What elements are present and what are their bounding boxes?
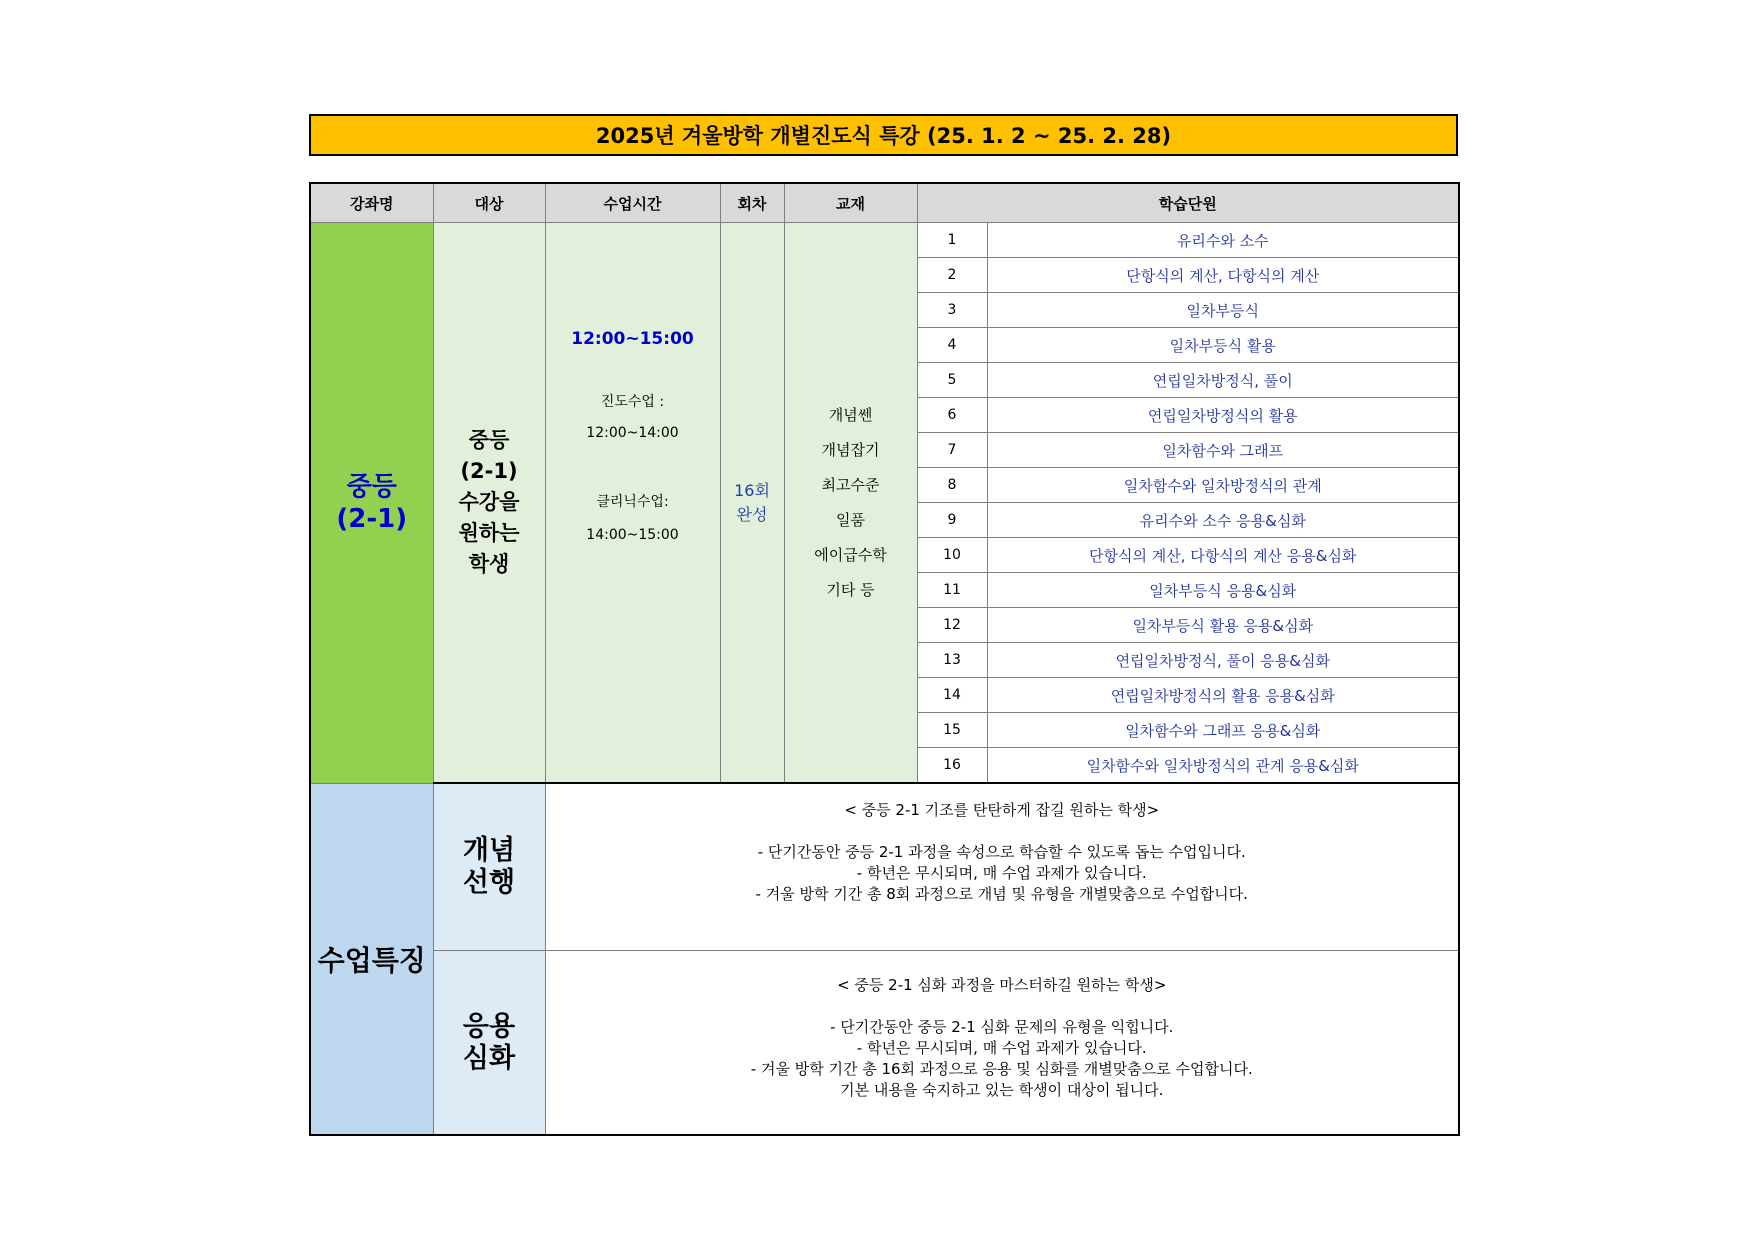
unit-number: 5 bbox=[917, 363, 987, 398]
clinic-class-time: 14:00~15:00 bbox=[586, 527, 679, 543]
target-line: 중등 bbox=[468, 428, 510, 452]
unit-name: 단항식의 계산, 다항식의 계산 응용&심화 bbox=[987, 538, 1459, 573]
advanced-description bbox=[545, 951, 1459, 1136]
unit-name: 일차부등식 bbox=[987, 293, 1459, 328]
unit-number: 11 bbox=[917, 573, 987, 608]
unit-name: 일차함수와 그래프 bbox=[987, 433, 1459, 468]
description-line: - 단기간동안 중등 2-1 심화 문제의 유형을 익힙니다. bbox=[830, 1018, 1174, 1036]
feature-row-advanced bbox=[310, 951, 1459, 1136]
course-name-cell bbox=[310, 223, 433, 784]
feature-row-concept bbox=[310, 783, 1459, 951]
concept-label-line: 개념 bbox=[462, 835, 516, 866]
unit-number: 14 bbox=[917, 678, 987, 713]
features-label: 수업특징 bbox=[310, 783, 433, 1135]
progress-class-label: 진도수업 : bbox=[600, 394, 665, 410]
concept-preview-label bbox=[433, 783, 545, 951]
sessions-count: 16회 bbox=[734, 480, 770, 500]
header-time: 수업시간 bbox=[545, 183, 720, 223]
description-line bbox=[546, 996, 1459, 1017]
advanced-label bbox=[433, 951, 545, 1136]
sessions-cell bbox=[720, 223, 784, 784]
unit-name: 일차함수와 일차방정식의 관계 bbox=[987, 468, 1459, 503]
description-line bbox=[546, 821, 1459, 842]
unit-name: 연립일차방정식, 풀이 응용&심화 bbox=[987, 643, 1459, 678]
description-line: - 겨울 방학 기간 총 8회 과정으로 개념 및 유형을 개별맞춤으로 수업합니다. bbox=[755, 885, 1248, 903]
class-time-main: 12:00~15:00 bbox=[571, 329, 694, 349]
unit-number: 4 bbox=[917, 328, 987, 363]
header-course: 강좌명 bbox=[310, 183, 433, 223]
sessions-suffix: 완성 bbox=[736, 504, 768, 524]
description-line: - 단기간동안 중등 2-1 과정을 속성으로 학습할 수 있도록 돕는 수업입니다. bbox=[757, 843, 1246, 861]
progress-class-time: 12:00~14:00 bbox=[586, 425, 679, 441]
textbook-item: 에이급수학 bbox=[814, 545, 887, 564]
header-textbook: 교재 bbox=[784, 183, 917, 223]
unit-name: 일차부등식 응용&심화 bbox=[987, 573, 1459, 608]
course-table bbox=[309, 182, 1460, 1136]
unit-name: 일차부등식 활용 bbox=[987, 328, 1459, 363]
header-target: 대상 bbox=[433, 183, 545, 223]
textbook-item: 개념쎈 bbox=[828, 405, 873, 424]
unit-number: 15 bbox=[917, 713, 987, 748]
unit-number: 3 bbox=[917, 293, 987, 328]
unit-number: 16 bbox=[917, 748, 987, 784]
unit-row bbox=[310, 223, 1459, 258]
unit-number: 8 bbox=[917, 468, 987, 503]
unit-number: 6 bbox=[917, 398, 987, 433]
description-line: < 중등 2-1 기조를 탄탄하게 잡길 원하는 학생> bbox=[844, 801, 1160, 819]
unit-number: 12 bbox=[917, 608, 987, 643]
unit-name: 연립일차방정식, 풀이 bbox=[987, 363, 1459, 398]
description-line: - 학년은 무시되며, 매 수업 과제가 있습니다. bbox=[856, 864, 1147, 882]
page-title: 2025년 겨울방학 개별진도식 특강 (25. 1. 2 ~ 25. 2. 28) bbox=[309, 114, 1458, 156]
header-units: 학습단원 bbox=[917, 183, 1459, 223]
unit-number: 9 bbox=[917, 503, 987, 538]
concept-label-line: 선행 bbox=[462, 867, 516, 898]
description-line: < 중등 2-1 심화 과정을 마스터하길 원하는 학생> bbox=[837, 976, 1167, 994]
unit-number: 7 bbox=[917, 433, 987, 468]
description-line: - 겨울 방학 기간 총 16회 과정으로 응용 및 심화를 개별맞춤으로 수업합니다. bbox=[750, 1060, 1253, 1078]
textbook-item: 개념잡기 bbox=[821, 440, 880, 459]
target-line: 수강을 bbox=[458, 490, 520, 514]
description-line: 기본 내용을 숙지하고 있는 학생이 대상이 됩니다. bbox=[840, 1081, 1164, 1099]
target-cell bbox=[433, 223, 545, 784]
unit-number: 10 bbox=[917, 538, 987, 573]
header-row bbox=[310, 183, 1459, 223]
target-line: 학생 bbox=[468, 552, 510, 576]
unit-name: 연립일차방정식의 활용 응용&심화 bbox=[987, 678, 1459, 713]
description-line: - 학년은 무시되며, 매 수업 과제가 있습니다. bbox=[856, 1039, 1147, 1057]
target-line: (2-1) bbox=[460, 459, 518, 483]
unit-name: 일차함수와 일차방정식의 관계 응용&심화 bbox=[987, 748, 1459, 784]
unit-number: 13 bbox=[917, 643, 987, 678]
unit-name: 유리수와 소수 응용&심화 bbox=[987, 503, 1459, 538]
advanced-label-line: 심화 bbox=[462, 1042, 516, 1074]
course-name-line: 중등 bbox=[346, 471, 397, 502]
unit-number: 2 bbox=[917, 258, 987, 293]
clinic-class-label: 클리닉수업: bbox=[596, 494, 669, 510]
header-sessions: 회차 bbox=[720, 183, 784, 223]
advanced-label-line: 응용 bbox=[462, 1010, 516, 1042]
unit-name: 일차부등식 활용 응용&심화 bbox=[987, 608, 1459, 643]
textbook-item: 기타 등 bbox=[826, 580, 875, 599]
textbook-item: 일품 bbox=[836, 510, 865, 529]
unit-name: 단항식의 계산, 다항식의 계산 bbox=[987, 258, 1459, 293]
class-time-cell bbox=[545, 223, 720, 784]
unit-name: 연립일차방정식의 활용 bbox=[987, 398, 1459, 433]
target-line: 원하는 bbox=[458, 521, 520, 545]
course-grade-line: (2-1) bbox=[336, 503, 408, 534]
unit-name: 일차함수와 그래프 응용&심화 bbox=[987, 713, 1459, 748]
textbook-item: 최고수준 bbox=[821, 475, 880, 494]
textbook-cell bbox=[784, 223, 917, 784]
unit-name: 유리수와 소수 bbox=[987, 223, 1459, 258]
unit-number: 1 bbox=[917, 223, 987, 258]
concept-preview-description bbox=[545, 783, 1459, 951]
